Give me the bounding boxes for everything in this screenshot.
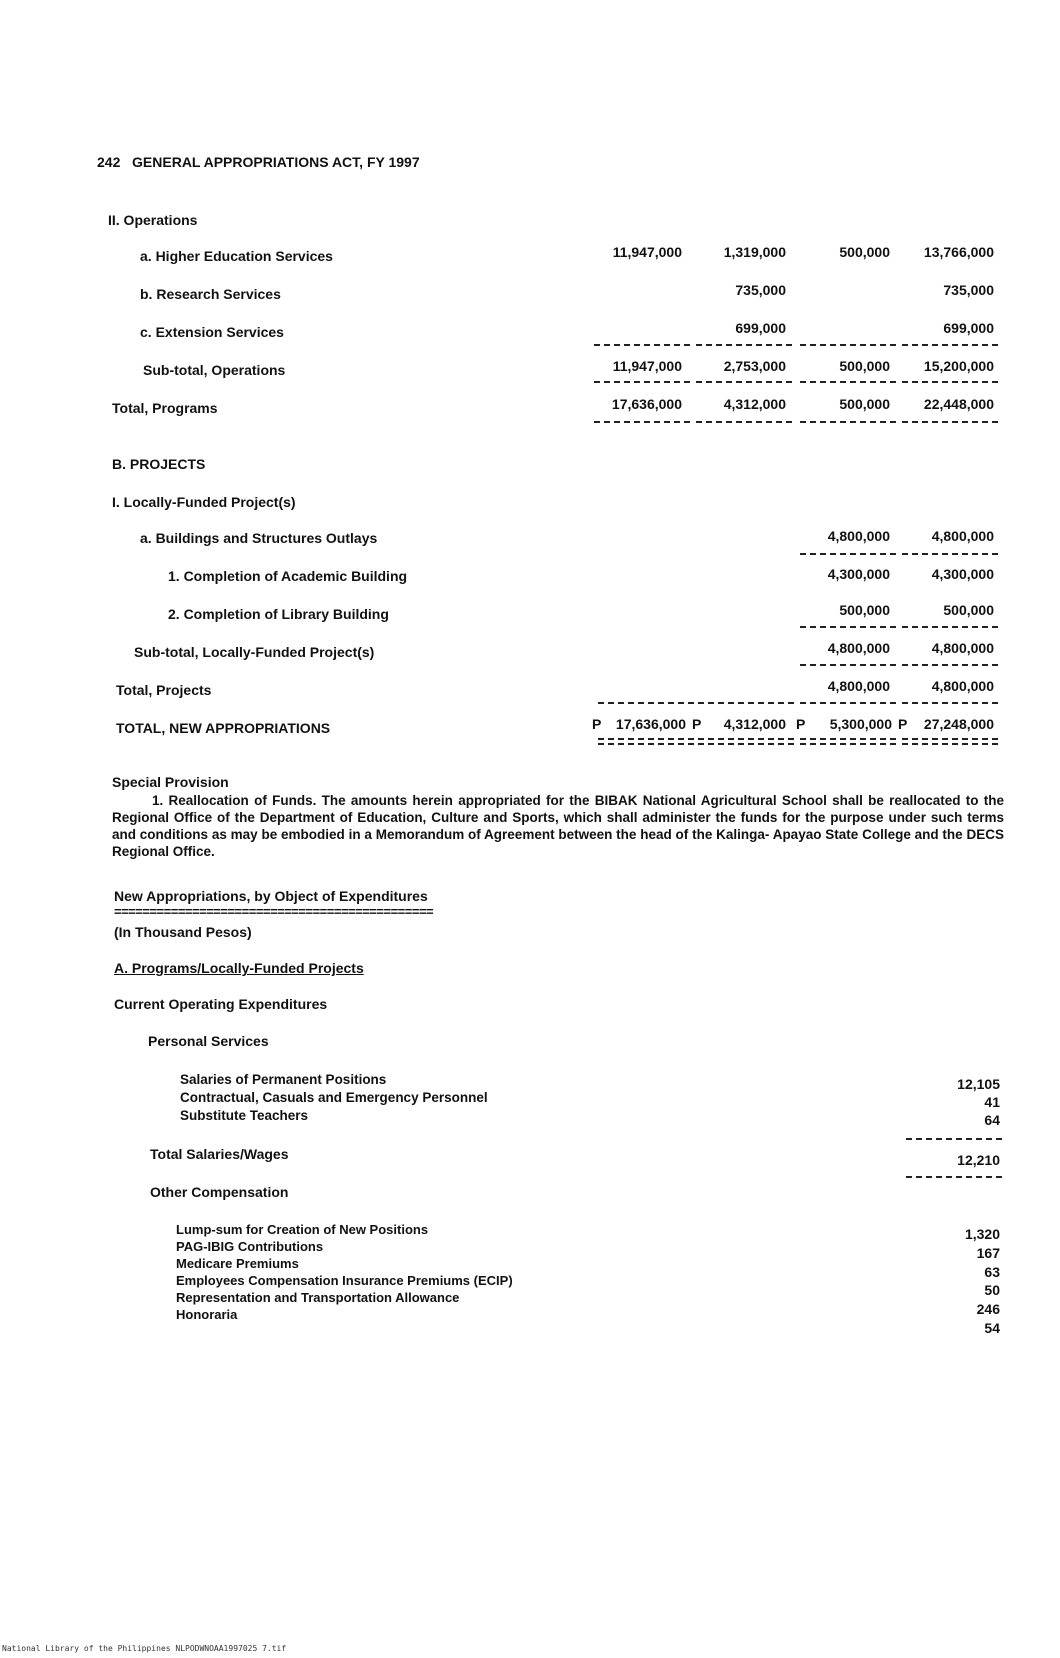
salary-value: 41 bbox=[984, 1094, 1000, 1110]
cell: 4,800,000 bbox=[827, 678, 890, 694]
rule bbox=[696, 344, 792, 346]
rule bbox=[598, 702, 694, 704]
page-header bbox=[97, 154, 420, 170]
rule bbox=[902, 344, 998, 346]
rule bbox=[902, 553, 998, 555]
cell: 1,319,000 bbox=[723, 244, 786, 260]
rule bbox=[594, 421, 690, 423]
peso-sign: P bbox=[898, 716, 908, 732]
cell: 15,200,000 bbox=[923, 358, 994, 374]
peso-sign: P bbox=[796, 716, 806, 732]
current-operating-label: Current Operating Expenditures bbox=[114, 996, 328, 1012]
rule bbox=[800, 421, 896, 423]
rule bbox=[906, 1138, 1002, 1140]
cell: 11,947,000 bbox=[612, 244, 682, 260]
projects-subheading: I. Locally-Funded Project(s) bbox=[112, 494, 296, 510]
cell: 4,800,000 bbox=[931, 528, 994, 544]
ooe-rule: ============================================= bbox=[114, 904, 434, 919]
page-number: 242 bbox=[97, 154, 121, 170]
cell: 11,947,000 bbox=[612, 358, 682, 374]
total-projects-label: Total, Projects bbox=[116, 682, 212, 698]
rule bbox=[800, 344, 896, 346]
total-salaries-value: 12,210 bbox=[957, 1152, 1000, 1168]
cell: 17,636,000 bbox=[611, 396, 682, 412]
cell: 500,000 bbox=[839, 244, 890, 260]
other-item-label: Employees Compensation Insurance Premiums (ECIP) bbox=[176, 1273, 513, 1288]
special-provision-text: 1. Reallocation of Funds. The amounts herein appropriated for the BIBAK National Agricultural School shall be reallocated to the Regional Office of the Department of Education, Culture and Sports, which shall administer the funds for the purpose under such terms and conditions as may be embodied in a Memorandum of Agreement between the head of the Kalinga- Apayao State College and the DECS Regional Office. bbox=[112, 793, 1004, 859]
cell: 500,000 bbox=[943, 602, 994, 618]
total-salaries-label: Total Salaries/Wages bbox=[150, 1146, 289, 1162]
scan-footer: National Library of the Philippines NLPODWNOAA1997025 7.tif bbox=[2, 1644, 287, 1653]
rule bbox=[800, 381, 896, 383]
subtotal-label: Sub-total, Locally-Funded Project(s) bbox=[134, 644, 375, 660]
double-rule bbox=[598, 738, 694, 745]
subtotal-label: Sub-total, Operations bbox=[143, 362, 286, 378]
cell: 500,000 bbox=[839, 396, 890, 412]
salary-label: Substitute Teachers bbox=[180, 1108, 309, 1123]
row-label: a. Higher Education Services bbox=[140, 248, 333, 264]
cell: 4,800,000 bbox=[827, 528, 890, 544]
rule bbox=[902, 664, 998, 666]
cell: 4,800,000 bbox=[931, 640, 994, 656]
other-item-value: 1,320 bbox=[964, 1226, 1000, 1242]
other-item-label: Medicare Premiums bbox=[176, 1256, 299, 1271]
cell: 4,312,000 bbox=[723, 396, 786, 412]
cell: 4,312,000 bbox=[723, 716, 786, 732]
cell: 2,753,000 bbox=[723, 358, 786, 374]
cell: 17,636,000 bbox=[615, 716, 686, 732]
other-compensation-label: Other Compensation bbox=[150, 1184, 289, 1200]
row-label: 1. Completion of Academic Building bbox=[168, 568, 408, 584]
cell: 735,000 bbox=[943, 282, 994, 298]
rule bbox=[902, 626, 998, 628]
special-provision-heading: Special Provision bbox=[112, 774, 229, 790]
cell: 4,800,000 bbox=[931, 678, 994, 694]
salary-label: Salaries of Permanent Positions bbox=[180, 1072, 387, 1087]
rule bbox=[906, 1176, 1002, 1178]
other-item-value: 54 bbox=[984, 1320, 1000, 1336]
projects-heading: B. PROJECTS bbox=[112, 456, 206, 472]
other-item-value: 63 bbox=[984, 1264, 1000, 1280]
other-item-label: Lump-sum for Creation of New Positions bbox=[176, 1222, 429, 1237]
rule bbox=[594, 344, 690, 346]
row-label: b. Research Services bbox=[140, 286, 281, 302]
cell: 27,248,000 bbox=[923, 716, 994, 732]
cell: 699,000 bbox=[735, 320, 786, 336]
rule bbox=[696, 381, 792, 383]
rule bbox=[800, 702, 896, 704]
page-title: GENERAL APPROPRIATIONS ACT, FY 1997 bbox=[132, 154, 420, 170]
rule bbox=[902, 702, 998, 704]
cell: 4,300,000 bbox=[931, 566, 994, 582]
peso-sign: P bbox=[592, 716, 602, 732]
rule bbox=[800, 664, 896, 666]
other-item-label: Honoraria bbox=[176, 1307, 238, 1322]
rule bbox=[698, 702, 794, 704]
peso-sign: P bbox=[692, 716, 702, 732]
salary-value: 64 bbox=[984, 1112, 1000, 1128]
double-rule bbox=[800, 738, 896, 745]
other-item-value: 246 bbox=[976, 1301, 1000, 1317]
row-label: a. Buildings and Structures Outlays bbox=[140, 530, 378, 546]
rule bbox=[800, 626, 896, 628]
cell: 699,000 bbox=[943, 320, 994, 336]
rule bbox=[594, 381, 690, 383]
total-programs-label: Total, Programs bbox=[112, 400, 218, 416]
operations-heading: II. Operations bbox=[108, 212, 198, 228]
cell: 5,300,000 bbox=[829, 716, 892, 732]
rule bbox=[902, 381, 998, 383]
cell: 13,766,000 bbox=[923, 244, 994, 260]
rule bbox=[902, 421, 998, 423]
personal-services-label: Personal Services bbox=[148, 1033, 269, 1049]
ooe-unit: (In Thousand Pesos) bbox=[114, 924, 252, 940]
row-label: c. Extension Services bbox=[140, 324, 284, 340]
double-rule bbox=[698, 738, 794, 745]
other-item-value: 167 bbox=[976, 1245, 1000, 1261]
double-rule bbox=[902, 738, 998, 745]
cell: 22,448,000 bbox=[923, 396, 994, 412]
other-item-value: 50 bbox=[984, 1282, 1000, 1298]
other-item-label: PAG-IBIG Contributions bbox=[176, 1239, 324, 1254]
cell: 500,000 bbox=[839, 358, 890, 374]
cell: 735,000 bbox=[735, 282, 786, 298]
salary-label: Contractual, Casuals and Emergency Personnel bbox=[180, 1090, 488, 1105]
ooe-section: A. Programs/Locally-Funded Projects bbox=[114, 960, 364, 976]
rule bbox=[800, 553, 896, 555]
other-item-label: Representation and Transportation Allowance bbox=[176, 1290, 460, 1305]
ooe-heading: New Appropriations, by Object of Expenditures bbox=[114, 888, 428, 904]
cell: 500,000 bbox=[839, 602, 890, 618]
grand-total-label: TOTAL, NEW APPROPRIATIONS bbox=[116, 720, 331, 736]
cell: 4,300,000 bbox=[827, 566, 890, 582]
cell: 4,800,000 bbox=[827, 640, 890, 656]
rule bbox=[696, 421, 792, 423]
row-label: 2. Completion of Library Building bbox=[168, 606, 389, 622]
salary-value: 12,105 bbox=[957, 1076, 1000, 1092]
